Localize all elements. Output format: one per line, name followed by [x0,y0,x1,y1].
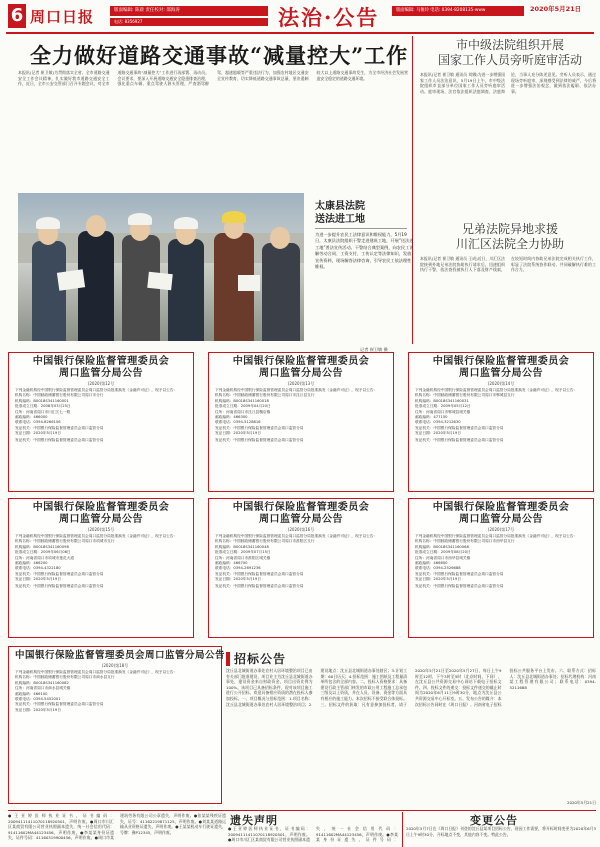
notice-wide-number: (2020)第18号 [101,663,129,668]
notice-title-line-1: 中国银行保险监督管理委员会 [432,502,570,513]
notice-wide-lines [15,670,215,713]
page-number: 6 [8,4,26,28]
notice-line: 下列金融机构经中国银行保险监督管理委员会周口监管分局批准换发《金融许可证》，现予以公告： [15,534,178,538]
court-title-line-2: 国家工作人员旁听庭审活动 [437,53,582,67]
photo-caption-title-1: 太康县法院 [315,201,365,212]
court-article-body: 本报讯(记者 崔卫敏 通讯员 刘娜)为进一步增强国家工作人员法治意识，5月19日上午，市中级法院组织市直部分单位国家工作人员旁听庭审活动。庭审现场，法官依法组织法庭调查、法庭辩论，当事人充分陈述意见。旁听人员表示，通过现场旁听庭审，深刻感受到法律的威严，今后将进一步增强法治观念，做到依法履职、依法办事。 [420,72,596,94]
masthead-rule [6,32,594,34]
change-divider [402,812,403,847]
notice-number: (2020)第14号 [487,381,515,386]
notice-wide-line: 发证机关：中国银行保险监督管理委员会周口监管分局 [15,702,104,707]
notice-line: 发证机关：中国银行保险监督管理委员会周口监管分局 [415,571,504,576]
notice-line: 住所：河南省周口市项城市莲花大道 [15,555,74,560]
notice-title-line-1: 中国银行保险监督管理委员会 [232,502,370,513]
notice-box [208,498,394,638]
issue-date: 2020年5月21日 [530,5,582,13]
notice-wide-line: 下列金融机构经中国银行保险监督管理委员会周口监管分局批准换发《金融许可证》，现予以公告： [15,670,178,674]
notice-line: 联系电话：0394-3212630 [415,420,461,425]
notice-line: 邮政编码：466300 [215,415,248,420]
aid-title-line-1: 兄弟法院异地求援 [461,222,558,236]
main-headline: 全力做好道路交通事故“减量控大”工作 [30,43,409,68]
notice-line: 下列金融机构经中国银行保险监督管理委员会周口监管分局批准换发《金融许可证》，现予以公告： [415,388,578,392]
notice-wide-line: 联系电话：0394-5452001 [15,697,61,702]
notice-line: 邮政编码：466000 [15,415,48,420]
notice-line: 邮政编码：466200 [15,561,48,566]
notice-title-line-2: 周口监管分局公告 [259,368,343,379]
notice-line: 机构编码：B0018S341160031 [415,398,469,403]
notice-line: 发证日期：2020年5月19日 [415,431,461,436]
notice-line: 发证日期：2020年5月19日 [215,431,261,436]
notice-line: 下列金融机构经中国银行保险监督管理委员会周口监管分局批准换发《金融许可证》，现予以公告： [215,388,378,392]
notice-line: 邮政编码：466700 [215,561,248,566]
notice-footer: 发证机关：中国银行保险监督管理委员会周口监管分局 [215,437,304,442]
notice-title-line-1: 中国银行保险监督管理委员会 [232,356,370,367]
notice-line: 发证日期：2020年5月19日 [15,577,61,582]
notice-number: (2020)第12号 [87,381,115,386]
notice-line: 发证机关：中国银行保险监督管理委员会周口监管分局 [215,425,304,430]
notice-line: 下列金融机构经中国银行保险监督管理委员会周口监管分局批准换发《金融许可证》，现予以公告： [15,388,178,392]
notice-line: 机构编码：B0018S341160098 [15,544,69,549]
notice-line: 机构编码：B0018S341160001 [15,398,69,403]
change-body: 2020年5月7日在《周口日报》刊登的沈丘县某项目招标公告，现因工作需要，将开标时间变更为2020年6月3日上午9时30分，开标地点不变，其他内容不变。特此公告。 [406,826,596,837]
notice-wide-line: 邮政编码：466100 [15,691,48,696]
aid-article-title [420,222,600,252]
notice-title-line-2: 周口监管分局公告 [59,514,143,525]
notice-box [408,352,594,492]
notice-line: 联系电话：0394-5128816 [215,420,261,425]
notice-line: 发证日期：2020年5月19日 [215,577,261,582]
notice-line: 发证日期：2020年5月19日 [15,431,61,436]
notice-line: 发证机关：中国银行保险监督管理委员会周口监管分局 [15,425,104,430]
notice-line: 联系电话：0394-2526688 [415,566,461,571]
news-photo [18,193,304,341]
notice-line: 机构编码：B0018S341160068 [415,544,469,549]
caption-rule [315,228,407,229]
notice-line: 机构名称：中国邮政储蓄银行股份有限公司周口市分行 [15,393,104,398]
notice-line: 机构编码：B0018S341160018 [215,398,269,403]
notice-wide-line: 住所：河南省周口市商水县城关镇 [15,686,71,691]
lost-body-left: ●王亚婷医师执业证书，证书编码：20094111411070118920501，声明作废。●周口市川汇区某商贸有限公司营业执照副本遗失，统一社会信用代码：91411602MA44123456，声明作废。●李某某身份证遗失，证件号码：41160319900456，声明作废。●周口市某建筑劳务有限公司公章遗失，声明作废。●张某某残疾证遗失，证号：41162219871125，声明作废。●刘某某道路运输从业资格证遗失，声明作废。●王某某机动车行驶证遗失，号牌：豫P12345，声明作废。 [8,813,226,841]
notice-line: 批准成立日期：2009年07月15日 [215,550,271,555]
notice-line: 批准成立日期：2009年06月08日 [15,550,71,555]
notice-line: 机构名称：中国邮政储蓄银行股份有限公司周口市郸城县支行 [415,393,515,398]
notice-line: 机构名称：中国邮政储蓄银行股份有限公司周口市淮阳区支行 [215,539,315,544]
photo-credit: 记者 崔卫敏 摄 [360,347,388,352]
notice-line: 住所：河南省周口市沈丘县槐店镇 [215,409,271,414]
notice-wide-title: 中国银行保险监督管理委员会周口监管分局公告 [15,650,226,661]
notice-line: 联系电话：0394-4322180 [15,566,61,571]
notice-line: 住所：河南省周口市西华县城关镇 [415,555,471,560]
notice-number: (2020)第16号 [287,527,315,532]
notice-title-line-1: 中国银行保险监督管理委员会 [32,502,170,513]
notice-line: 机构编码：B0018S341160048 [215,544,269,549]
notice-line: 住所：河南省周口市川汇区七一路 [15,409,71,414]
notice-line: 批准成立日期：2008年03月25日 [15,404,71,409]
info-bar-2: 电话: 8356927 [110,18,268,26]
masthead [0,0,600,34]
notice-title-line-2: 周口监管分局公告 [459,514,543,525]
court-title-line-1: 市中级法院组织开展 [455,38,564,52]
notice-line: 机构名称：中国邮政储蓄银行股份有限公司周口市项城市支行 [15,539,115,544]
notice-title-line-2: 周口监管分局公告 [259,514,343,525]
notice-wide-line: 机构编码：B0018S341160082 [15,680,69,685]
aid-article-body: 本报讯(记者 崔卫敏 通讯员 王成)近日，川汇区法院接到外地兄弟法院协助执行请求后，迅速组织执行干警，依法查找被执行人下落及财产线索，在较短时间内协助兄弟法院完成相关执行工作，彰显了法院系统协作联动、共同破解执行难的工作合力。 [420,256,596,273]
notice-line: 联系电话：0394-2691236 [215,566,261,571]
notice-line: 发证机关：中国银行保险监督管理委员会周口监管分局 [215,571,304,576]
notice-line: 发证机关：中国银行保险监督管理委员会周口监管分局 [15,571,104,576]
main-article-body: 本报讯(记者 崔卫敏)为贯彻落实全省、全市道路交通安全工作会议精神，扎实做好我市道路交通安全工作，近日，全市公安交管部门召开专题会议，对全市道路交通事故“减量控大”工作进行再部署、再动员。会议要求，要深入开展道路交通安全隐患排查治理，强化重点车辆、重点驾驶人源头管理，严查酒驾醉驾、超速超载等严重违法行为，加强农村地区交通安全宣传教育，切实降低道路交通事故总量，坚决遏制较大以上道路交通事故发生，为全市经济社会发展营造安全稳定的道路交通环境。 [18,70,408,87]
notice-box [208,352,394,492]
notice-line: 批准成立日期：2009年05月12日 [415,404,471,409]
notice-line: 下列金融机构经中国银行保险监督管理委员会周口监管分局批准换发《金融许可证》，现予以公告： [215,534,378,538]
notice-box [8,498,194,638]
notice-line: 机构名称：中国邮政储蓄银行股份有限公司周口市沈丘县支行 [215,393,315,398]
notice-wide-line: 发证日期：2020年5月19日 [15,707,61,712]
notice-line: 住所：河南省周口市淮阳区城关镇 [215,555,271,560]
section-title: 法治·公告 [278,5,380,30]
aid-title-line-2: 川汇区法院全力协助 [455,237,564,251]
column-divider [412,36,413,344]
notice-line: 下列金融机构经中国银行保险监督管理委员会周口监管分局批准换发《金融许可证》，现予以公告： [415,534,578,538]
editor-bar: 版面编辑: 马俊玲 电话: 0394-8208135-www [392,6,524,16]
notice-line: 发证机关：中国银行保险监督管理委员会周口监管分局 [415,425,504,430]
notice-line: 发证日期：2020年5月19日 [415,577,461,582]
bid-heading-bar [226,652,230,666]
notice-line: 机构名称：中国邮政储蓄银行股份有限公司周口市西华县支行 [415,539,515,544]
notice-footer: 发证机关：中国银行保险监督管理委员会周口监管分局 [415,583,504,588]
notice-number: (2020)第13号 [287,381,315,386]
notice-wide-line: 机构名称：中国邮政储蓄银行股份有限公司周口市商水县支行 [15,675,115,680]
notice-number: (2020)第17号 [487,527,515,532]
notice-footer: 发证机关：中国银行保险监督管理委员会周口监管分局 [15,583,104,588]
notice-footer: 发证机关：中国银行保险监督管理委员会周口监管分局 [415,437,504,442]
notice-line: 邮政编码：466600 [415,561,448,566]
notice-line: 住所：河南省周口市郸城县城关镇 [415,409,471,414]
photo-caption-body: 为进一步提升农民工法律意识和维权能力，5月19日，太康县法院组织干警走进建筑工地，开展“送法进工地”普法宣传活动。干警结合典型案例，向农民工讲解劳动合同、工资支付、工伤认定等法律知识，发放宣传资料，现场解答法律咨询，引导农民工依法理性维权。 [315,232,414,270]
notice-title-line-2: 周口监管分局公告 [59,368,143,379]
change-heading: 变更公告 [470,814,518,827]
notice-line: 联系电话：0394-8266156 [15,420,61,425]
court-article-title [420,38,600,68]
notice-number: (2020)第15号 [87,527,115,532]
notice-footer: 发证机关：中国银行保险监督管理委员会周口监管分局 [215,583,304,588]
info-bar: 版面编辑: 陈晨 责任校对: 邵海涛 [110,6,268,16]
notice-footer: 发证机关：中国银行保险监督管理委员会周口监管分局 [15,437,104,442]
notice-title-line-1: 中国银行保险监督管理委员会 [32,356,170,367]
notice-title-line-2: 周口监管分局公告 [459,368,543,379]
lost-body-right: ●王亚婷医师执业证书，证书编码：20094111411070118920501，声明作废。●周口市川汇区某商贸有限公司营业执照副本遗失，统一社会信用代码：91411602MA44123456，声明作废。●李某某身份证遗失，证件号码： [228,826,398,843]
lost-heading: 遗失声明 [230,814,278,827]
notice-line: 批准成立日期：2009年08月20日 [415,550,471,555]
notice-wide [8,646,226,804]
bid-heading: 招标公告 [234,652,287,666]
bid-date: 2020年5月21日 [567,800,596,805]
notice-line: 邮政编码：477150 [415,415,448,420]
bid-body: 沈丘县北城街道办事处农村人居环境整治项目已由有关部门批准建设，项目业主为沈丘县北城街道办事处，建设资金来自财政资金，项目出资比例为100%。该项目已具备招标条件，现对该项目施工进行公开招标，欢迎具备相应资质的潜在投标人参加投标。一、项目概况与招标范围：1.项目名称：沈丘县北城街道办事处农村人居环境整治项目；2.建设地点：沈丘县北城街道办事处辖区；3.计划工期：60日历天；4.招标范围：施工图纸及工程量清单所包含的全部内容。二、投标人资格要求：具备建设行政主管部门核发的市政公用工程施工总承包三级及以上资质，并在人员、设备、资金等方面具有相应的施工能力。本次招标不接受联合体投标。三、招标文件的获取：凡有意参加投标者，请于2020年5月21日至2020年5月27日，每日上午9时至12时，下午3时至5时（北京时间，下同），在沈丘县公共资源交易中心网站下载电子招标文件。四、投标文件的递交：投标文件递交的截止时间为2020年6月11日9时30分，地点为沈丘县公共资源交易中心开标室。五、发布公告的媒介：本次招标公告同时在《周口日报》、河南省电子招标投标公共服务平台上发布。六、联系方式：招标人：沈丘县北城街道办事处；招标代理机构：河南某工程管理有限公司；联系电话：0394-5211688 [226,668,596,707]
notice-title-line-1: 中国银行保险监督管理委员会 [432,356,570,367]
notice-box [408,498,594,638]
notice-box [8,352,194,492]
photo-caption-title-2: 送法进工地 [315,214,365,225]
bottom-rule [8,810,596,811]
notice-line: 批准成立日期：2009年04月20日 [215,404,271,409]
paper-name: 周口日报 [30,8,95,26]
photo-caption-title [315,200,365,226]
